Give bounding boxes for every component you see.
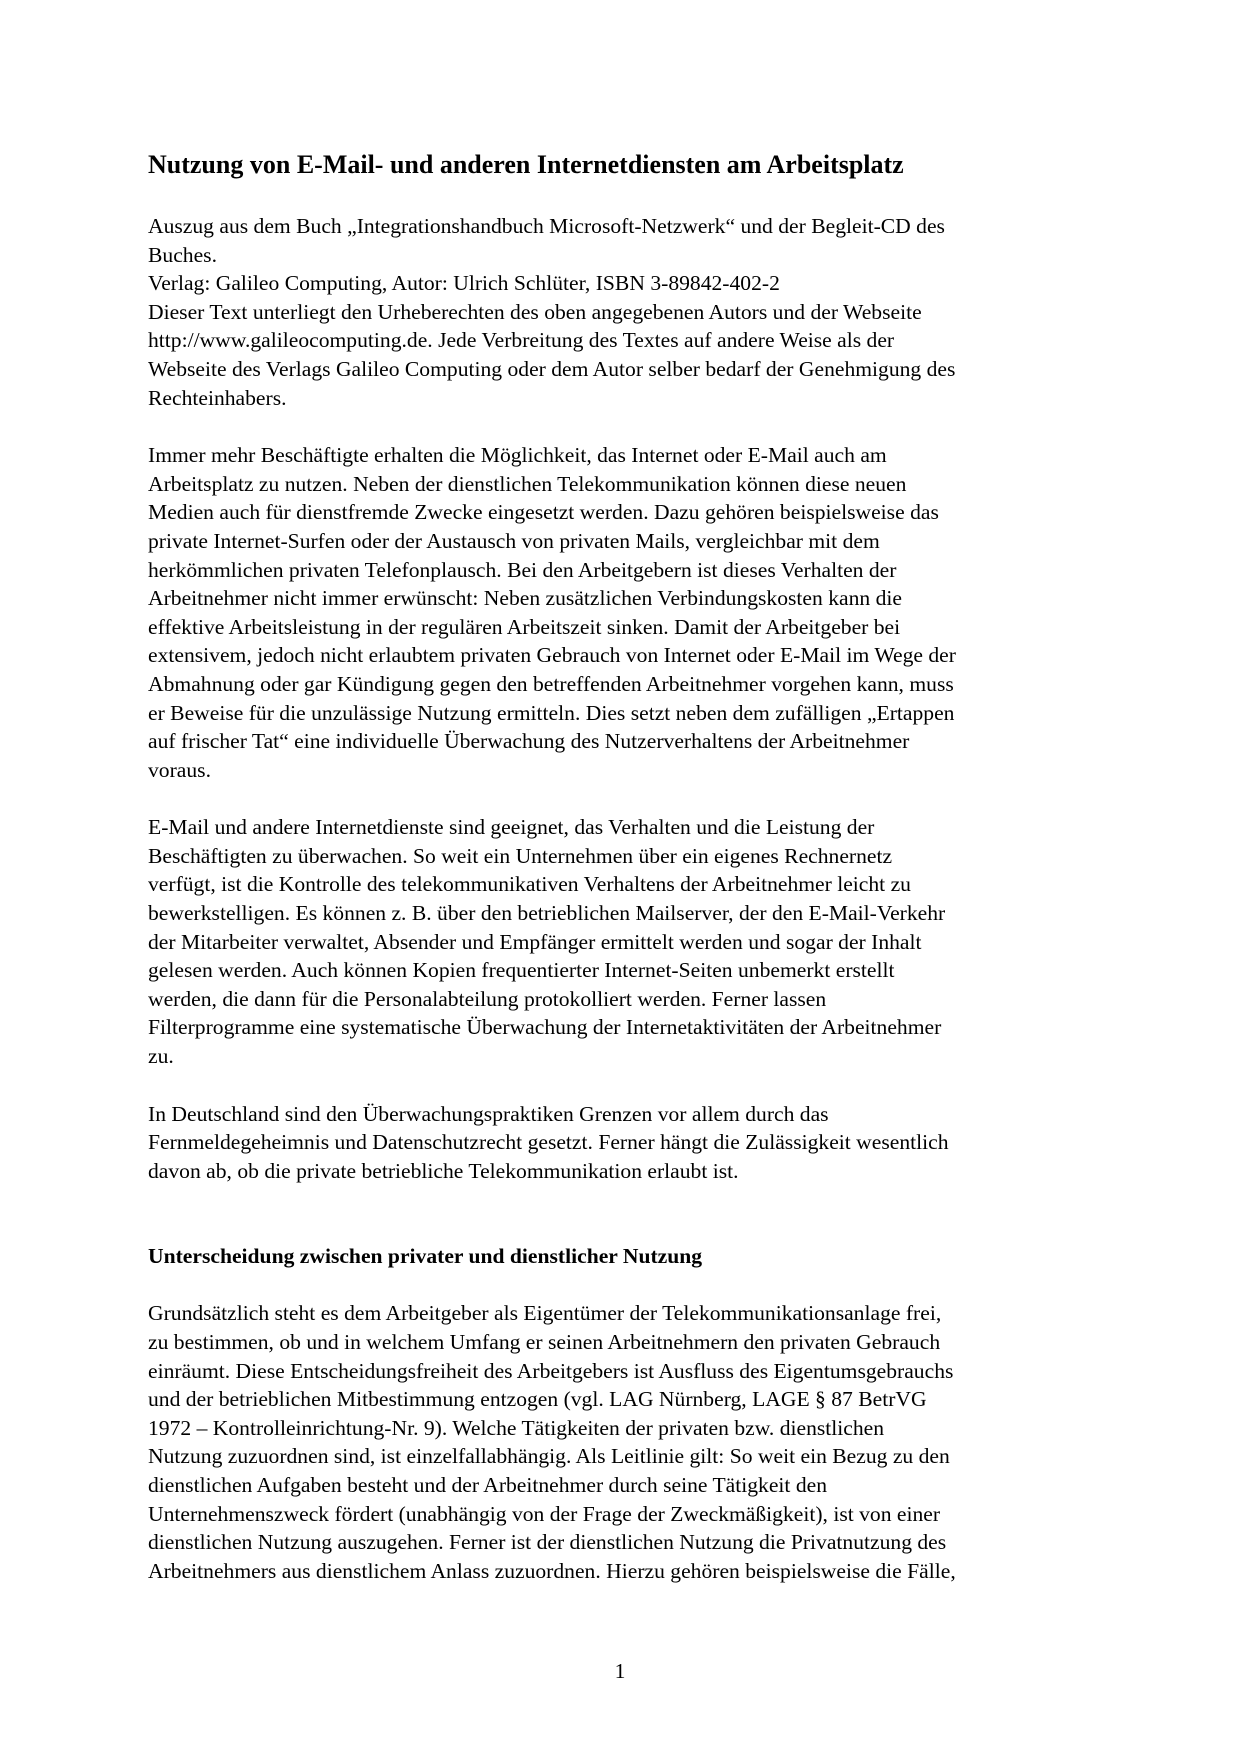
body-paragraph <box>148 1299 1093 1585</box>
text-line: dienstlichen Aufgaben besteht und der Arbeitnehmer durch seine Tätigkeit den <box>148 1472 828 1497</box>
text-line: extensivem, jedoch nicht erlaubtem privaten Gebrauch von Internet oder E-Mail im Wege der <box>148 643 956 668</box>
intro-paragraph <box>148 212 1093 412</box>
text-line: Grundsätzlich steht es dem Arbeitgeber als Eigentümer der Telekommunikationsanlage frei, <box>148 1301 942 1326</box>
text-line: Buches. <box>148 242 217 267</box>
text-line: Unternehmenszweck fördert (unabhängig von der Frage der Zweckmäßigkeit), ist von einer <box>148 1501 941 1526</box>
text-line: dienstlichen Nutzung auszugehen. Ferner ist der dienstlichen Nutzung die Privatnutzung des <box>148 1530 947 1555</box>
text-line: 1972 – Kontrolleinrichtung-Nr. 9). Welche Tätigkeiten der privaten bzw. dienstlichen <box>148 1415 885 1440</box>
text-line: herkömmlichen privaten Telefonplausch. Bei den Arbeitgebern ist dieses Verhalten der <box>148 557 897 582</box>
body-paragraph <box>148 1100 1093 1186</box>
text-line: E-Mail und andere Internetdienste sind geeignet, das Verhalten und die Leistung der <box>148 815 875 840</box>
page-number: 1 <box>614 1659 626 1683</box>
text-line: Rechteinhabers. <box>148 385 287 410</box>
text-line: Verlag: Galileo Computing, Autor: Ulrich Schlüter, ISBN 3-89842-402-2 <box>148 271 780 296</box>
text-line: und der betrieblichen Mitbestimmung entzogen (vgl. LAG Nürnberg, LAGE § 87 BetrVG <box>148 1387 927 1412</box>
document-title: Nutzung von E-Mail- und anderen Internetdiensten am Arbeitsplatz <box>148 150 904 179</box>
text-line: Arbeitnehmers aus dienstlichem Anlass zuzuordnen. Hierzu gehören beispielsweise die Fälle, <box>148 1558 956 1583</box>
text-line: voraus. <box>148 757 211 782</box>
text-line: gelesen werden. Auch können Kopien frequentierter Internet-Seiten unbemerkt erstellt <box>148 958 895 983</box>
text-line: Abmahnung oder gar Kündigung gegen den betreffenden Arbeitnehmer vorgehen kann, muss <box>148 671 954 696</box>
text-line: effektive Arbeitsleistung in der regulären Arbeitszeit sinken. Damit der Arbeitgeber bei <box>148 614 901 639</box>
text-line: Arbeitnehmer nicht immer erwünscht: Neben zusätzlichen Verbindungskosten kann die <box>148 586 902 611</box>
text-line: Nutzung zuzuordnen sind, ist einzelfallabhängig. Als Leitlinie gilt: So weit ein Bezug zu den <box>148 1444 950 1469</box>
text-line: Fernmeldegeheimnis und Datenschutzrecht gesetzt. Ferner hängt die Zulässigkeit wesentlich <box>148 1130 949 1155</box>
text-line: Dieser Text unterliegt den Urheberechten des oben angegebenen Autors und der Webseite <box>148 299 922 324</box>
text-line: er Beweise für die unzulässige Nutzung ermitteln. Dies setzt neben dem zufälligen „Ertappen <box>148 700 955 725</box>
document-body <box>148 148 1093 1585</box>
text-line: der Mitarbeiter verwaltet, Absender und Empfänger ermittelt werden und sogar der Inhalt <box>148 929 922 954</box>
body-paragraph <box>148 441 1093 784</box>
text-line: davon ab, ob die private betriebliche Telekommunikation erlaubt ist. <box>148 1158 739 1183</box>
text-line: zu bestimmen, ob und in welchem Umfang er seinen Arbeitnehmern den privaten Gebrauch <box>148 1330 941 1354</box>
text-line: In Deutschland sind den Überwachungspraktiken Grenzen vor allem durch das <box>148 1101 829 1126</box>
text-line: bewerkstelligen. Es können z. B. über den betrieblichen Mailserver, der den E-Mail-Verkehr <box>148 901 946 926</box>
text-line: zu. <box>148 1044 174 1069</box>
text-line: Auszug aus dem Buch „Integrationshandbuch Microsoft-Netzwerk“ und der Begleit-CD des <box>148 214 945 238</box>
text-line: Immer mehr Beschäftigte erhalten die Möglichkeit, das Internet oder E-Mail auch am <box>148 443 887 468</box>
text-line: Arbeitsplatz zu nutzen. Neben der dienstlichen Telekommunikation können diese neuen <box>148 471 907 496</box>
text-line: private Internet-Surfen oder der Austausch von privaten Mails, vergleichbar mit dem <box>148 528 880 553</box>
text-line: Filterprogramme eine systematische Überwachung der Internetaktivitäten der Arbeitnehmer <box>148 1015 942 1040</box>
text-line: Medien auch für dienstfremde Zwecke eingesetzt werden. Dazu gehören beispielsweise das <box>148 500 939 525</box>
text-line: auf frischer Tat“ eine individuelle Überwachung des Nutzerverhaltens der Arbeitnehmer <box>148 729 910 754</box>
section-heading: Unterscheidung zwischen privater und dienstlicher Nutzung <box>148 1244 703 1269</box>
body-paragraph <box>148 813 1093 1070</box>
text-line: Webseite des Verlags Galileo Computing oder dem Autor selber bedarf der Genehmigung des <box>148 356 956 381</box>
text-line: http://www.galileocomputing.de. Jede Verbreitung des Textes auf andere Weise als der <box>148 328 895 353</box>
text-line: werden, die dann für die Personalabteilung protokolliert werden. Ferner lassen <box>148 986 827 1011</box>
text-line: Beschäftigten zu überwachen. So weit ein Unternehmen über ein eigenes Rechnernetz <box>148 843 893 868</box>
text-line: verfügt, ist die Kontrolle des telekommunikativen Verhaltens der Arbeitnehmer leicht zu <box>148 872 911 897</box>
text-line: einräumt. Diese Entscheidungsfreiheit des Arbeitgebers ist Ausfluss des Eigentumsgebrauchs <box>148 1358 954 1383</box>
